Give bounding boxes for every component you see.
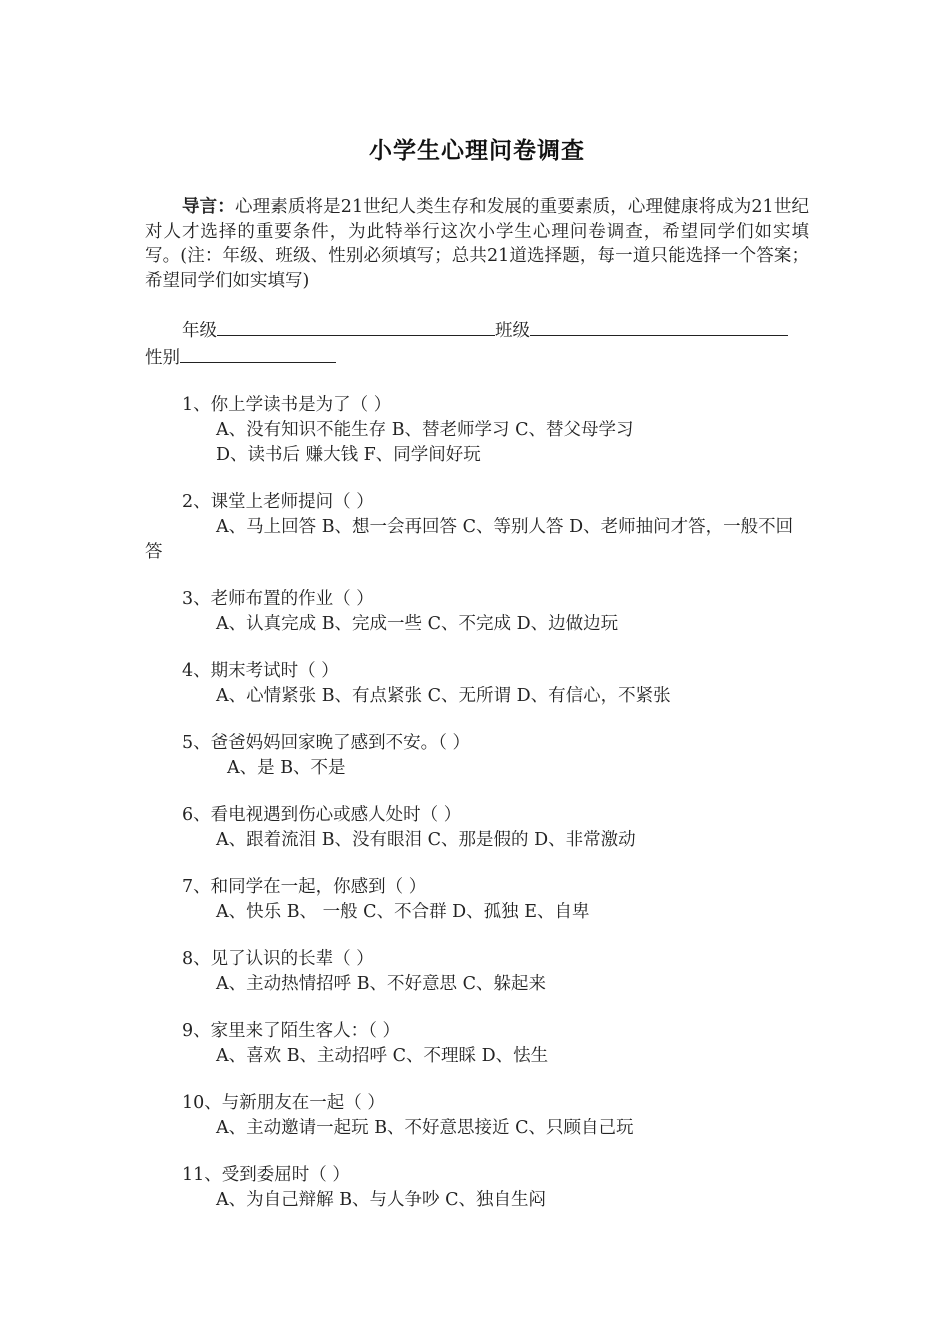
question-options: A、心情紧张 B、有点紧张 C、无所谓 D、有信心，不紧张 xyxy=(216,686,671,706)
question-item xyxy=(145,393,809,468)
info-fields xyxy=(145,317,809,371)
question-stem: 10、与新朋友在一起（ ） xyxy=(182,1093,385,1113)
intro-paragraph xyxy=(145,195,809,293)
question-stem: 4、期末考试时（ ） xyxy=(182,661,339,681)
question-options: D、读书后 赚大钱 F、同学间好玩 xyxy=(216,445,481,465)
gender-blank[interactable] xyxy=(180,344,336,363)
intro-lead: 导言： xyxy=(182,197,235,217)
question-stem: 9、家里来了陌生客人：（ ） xyxy=(182,1021,400,1041)
question-item xyxy=(145,731,809,781)
question-stem: 6、看电视遇到伤心或感人处时（ ） xyxy=(182,805,462,825)
question-stem: 7、和同学在一起，你感到（ ） xyxy=(182,877,427,897)
question-list xyxy=(145,393,809,1213)
question-options: A、没有知识不能生存 B、替老师学习 C、替父母学习 xyxy=(216,420,634,440)
grade-blank[interactable] xyxy=(217,317,495,336)
question-item xyxy=(145,875,809,925)
grade-label: 年级 xyxy=(182,321,217,341)
question-item xyxy=(145,1163,809,1213)
class-blank[interactable] xyxy=(530,317,788,336)
question-options: A、主动热情招呼 B、不好意思 C、躲起来 xyxy=(216,974,547,994)
question-options: A、主动邀请一起玩 B、不好意思接近 C、只顾自己玩 xyxy=(216,1118,634,1138)
question-stem: 1、你上学读书是为了（ ） xyxy=(182,395,392,415)
intro-text: 心理素质将是21世纪人类生存和发展的重要素质，心理健康将成为21世纪对人才选择的重要条件，为此特举行这次小学生心理问卷调查，希望同学们如实填写。(注：年级、班级、性别必须填写；总共21道选择题，每一道只能选择一个答案；希望同学们如实填写) xyxy=(145,197,809,291)
question-options: A、喜欢 B、主动招呼 C、不理睬 D、怯生 xyxy=(216,1046,549,1066)
question-item xyxy=(145,490,809,565)
question-stem: 2、课堂上老师提问（ ） xyxy=(182,492,374,512)
gender-label: 性别 xyxy=(145,348,180,368)
question-options: A、是 B、不是 xyxy=(227,758,346,778)
question-item xyxy=(145,1019,809,1069)
document-page xyxy=(145,132,809,1235)
page-title: 小学生心理问卷调查 xyxy=(369,137,585,164)
question-options: A、认真完成 B、完成一些 C、不完成 D、边做边玩 xyxy=(216,614,619,634)
question-item xyxy=(145,1091,809,1141)
question-stem: 5、爸爸妈妈回家晚了感到不安。（ ） xyxy=(182,733,470,753)
question-item xyxy=(145,803,809,853)
class-label: 班级 xyxy=(495,321,530,341)
question-stem: 8、见了认识的长辈（ ） xyxy=(182,949,374,969)
question-stem: 3、老师布置的作业（ ） xyxy=(182,589,374,609)
question-options: A、马上回答 B、想一会再回答 C、等别人答 D、老师抽问才答，一般不回答 xyxy=(145,517,794,562)
question-item xyxy=(145,587,809,637)
question-options: A、快乐 B、 一般 C、不合群 D、孤独 E、自卑 xyxy=(216,902,590,922)
question-options: A、为自己辩解 B、与人争吵 C、独自生闷 xyxy=(216,1190,547,1210)
question-item xyxy=(145,659,809,709)
question-options: A、跟着流泪 B、没有眼泪 C、那是假的 D、非常激动 xyxy=(216,830,636,850)
question-stem: 11、受到委屈时（ ） xyxy=(182,1165,350,1185)
question-item xyxy=(145,947,809,997)
